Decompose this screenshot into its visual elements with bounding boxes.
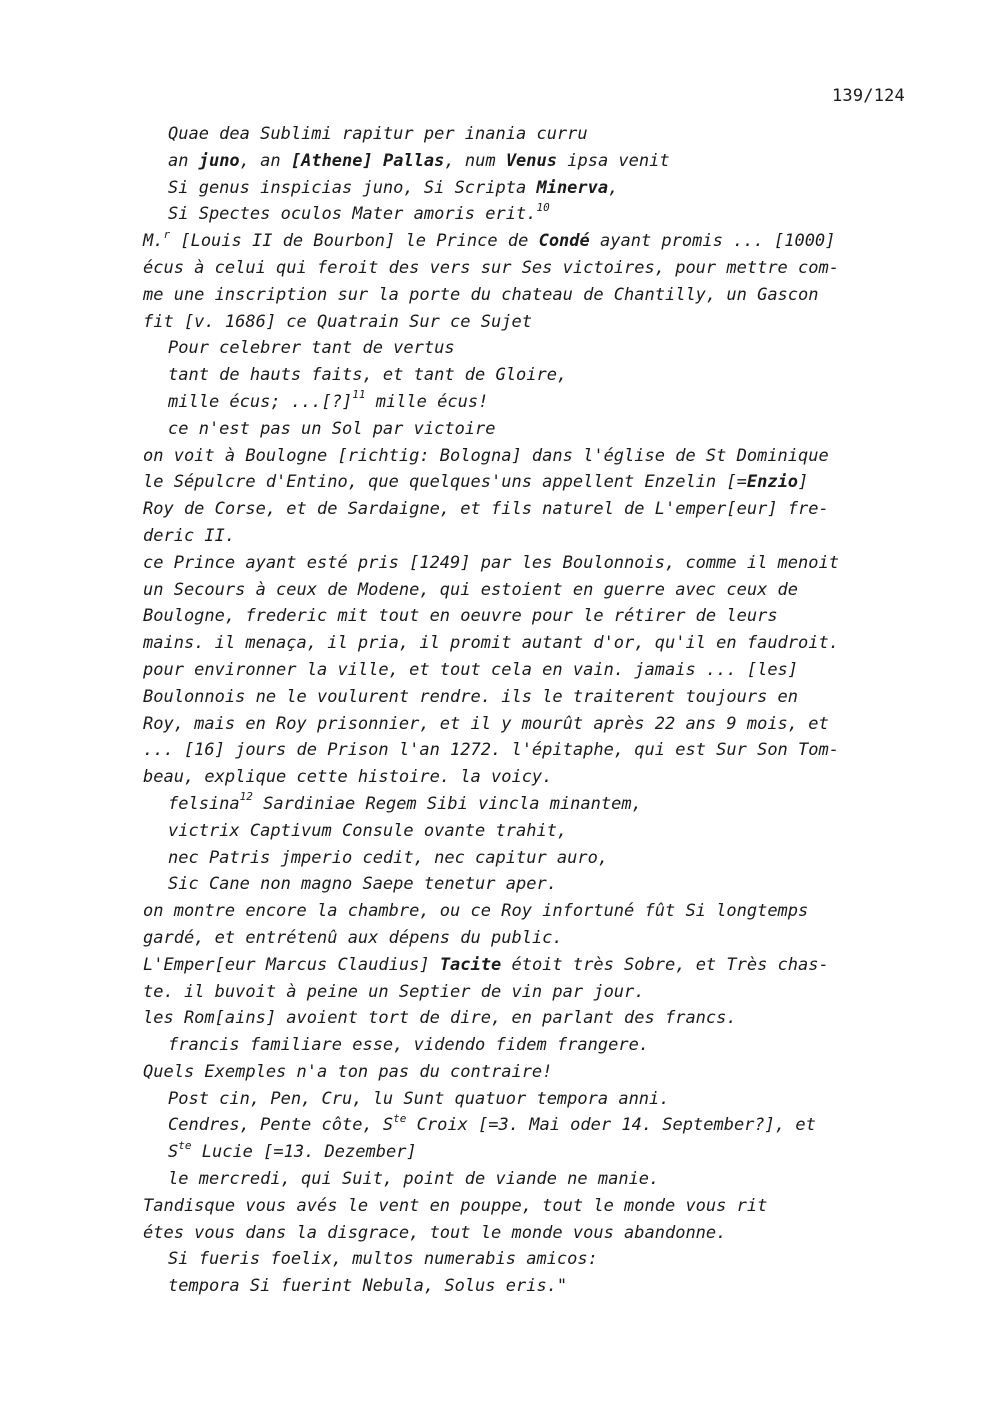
text-segment: ipsa venit	[557, 150, 670, 171]
text-segment: Lucie [=13. Dezember]	[191, 1142, 417, 1163]
prose-line	[143, 255, 913, 282]
prose-line	[143, 979, 913, 1006]
verse-line	[143, 1139, 913, 1166]
text-segment: beau, explique cette histoire. la voicy.	[143, 767, 553, 788]
text-segment: [Louis II de Bourbon] le Prince de	[170, 231, 539, 252]
prose-line	[143, 898, 913, 925]
prose-line	[143, 764, 913, 791]
text-segment: me une inscription sur la porte du chateau de Chantilly, un Gascon	[143, 284, 819, 305]
footnote-marker: 12	[239, 790, 253, 804]
prose-line	[143, 952, 913, 979]
manuscript-transcription	[143, 121, 913, 1300]
text-segment: Cendres, Pente côte, S	[168, 1115, 394, 1136]
footnote-marker: 10	[536, 200, 550, 214]
prose-line	[143, 603, 913, 630]
text-segment: pour environner la ville, et tout cela en vain. jamais ... [les]	[143, 659, 799, 680]
text-segment: mille écus!	[365, 391, 489, 412]
text-segment: victrix Captivum Consule ovante trahit,	[168, 820, 568, 841]
verse-line	[143, 1166, 913, 1193]
text-segment: étoit très Sobre, et Très chas-	[501, 954, 829, 975]
text-segment: felsina	[168, 793, 240, 814]
emphasized-name: [Athene] Pallas	[290, 150, 445, 171]
text-segment: on voit à Boulogne [richtig: Bologna] dans l'église de St Dominique	[143, 445, 829, 466]
text-segment: , an	[239, 150, 291, 171]
emphasized-name: Condé	[538, 231, 590, 252]
verse-line	[143, 389, 913, 416]
text-segment: Croix [=3. Mai oder 14. September?], et	[406, 1115, 816, 1136]
footnote-marker: 11	[352, 388, 366, 402]
text-segment: écus à celui qui feroit des vers sur Ses victoires, pour mettre com-	[143, 257, 839, 278]
text-segment: Pour celebrer tant de vertus	[168, 338, 455, 359]
text-segment: ce Prince ayant esté pris [1249] par les Boulonnois, comme il menoit	[143, 552, 839, 573]
text-segment: mille écus; ...[?]	[168, 391, 353, 412]
text-segment: nec Patris jmperio cedit, nec capitur auro,	[168, 847, 609, 868]
text-segment: francis familiare esse, videndo fidem frangere.	[168, 1035, 650, 1056]
prose-line	[143, 309, 913, 336]
verse-line	[143, 1086, 913, 1113]
text-segment: ,	[608, 177, 619, 198]
footnote-marker: te	[393, 1111, 407, 1125]
text-segment: étes vous dans la disgrace, tout le monde vous abandonne.	[143, 1222, 727, 1243]
emphasized-name: Tacite	[439, 954, 502, 975]
prose-line	[143, 282, 913, 309]
text-segment: , num	[444, 150, 506, 171]
text-segment: le mercredi, qui Suit, point de viande ne manie.	[168, 1169, 660, 1190]
verse-line	[143, 871, 913, 898]
text-segment: te. il buvoit à peine un Septier de vin par jour.	[143, 981, 645, 1002]
text-segment: Post cin, Pen, Cru, lu Sunt quatuor tempora anni.	[168, 1088, 670, 1109]
prose-line	[143, 711, 913, 738]
text-segment: le Sépulcre d'Entino, que quelques'uns appellent Enzelin [=	[143, 472, 747, 493]
verse-line	[143, 1246, 913, 1273]
verse-line	[143, 791, 913, 818]
prose-line	[143, 577, 913, 604]
text-segment: tant de hauts faits, et tant de Gloire,	[168, 365, 568, 386]
text-segment: M.	[143, 231, 164, 252]
prose-line	[143, 550, 913, 577]
emphasized-name: Minerva	[536, 177, 609, 198]
text-segment: Roy de Corse, et de Sardaigne, et fils naturel de L'emper[eur] fre-	[143, 499, 829, 520]
text-segment: ... [16] jours de Prison l'an 1272. l'épitaphe, qui est Sur Son Tom-	[143, 740, 839, 761]
prose-line	[143, 1193, 913, 1220]
page-number: 139/124	[831, 86, 905, 106]
prose-line	[143, 469, 913, 496]
text-segment: Sardiniae Regem Sibi vincla minantem,	[252, 793, 642, 814]
text-segment: ayant promis ... [1000]	[589, 231, 836, 252]
text-segment: Boulonnois ne le voulurent rendre. ils le traiterent toujours en	[143, 686, 799, 707]
text-segment: L'Emper[eur Marcus Claudius]	[143, 954, 440, 975]
prose-line	[143, 737, 913, 764]
prose-line	[143, 1059, 913, 1086]
text-segment: an	[168, 150, 199, 171]
verse-line	[143, 175, 913, 202]
prose-line	[143, 443, 913, 470]
text-segment: ]	[798, 472, 809, 493]
verse-line	[143, 1112, 913, 1139]
text-segment: Si Spectes oculos Mater amoris erit.	[168, 204, 537, 225]
verse-line	[143, 1032, 913, 1059]
prose-line	[143, 925, 913, 952]
text-segment: Boulogne, frederic mit tout en oeuvre pour le rétirer de leurs	[143, 606, 778, 627]
text-segment: ce n'est pas un Sol par victoire	[168, 418, 496, 439]
text-segment: Roy, mais en Roy prisonnier, et il y mourût après 22 ans 9 mois, et	[143, 713, 829, 734]
prose-line	[143, 496, 913, 523]
prose-line	[143, 684, 913, 711]
prose-line	[143, 630, 913, 657]
text-segment: Quels Exemples n'a ton pas du contraire!	[143, 1061, 553, 1082]
verse-line	[143, 362, 913, 389]
text-segment: mains. il menaça, il pria, il promit autant d'or, qu'il en faudroit.	[143, 633, 839, 654]
prose-line	[143, 228, 913, 255]
verse-line	[143, 1273, 913, 1300]
verse-line	[143, 121, 913, 148]
verse-line	[143, 148, 913, 175]
emphasized-name: juno	[198, 150, 240, 171]
text-segment: fit [v. 1686] ce Quatrain Sur ce Sujet	[143, 311, 532, 332]
text-segment: tempora Si fuerint Nebula, Solus eris."	[168, 1276, 568, 1297]
emphasized-name: Enzio	[746, 472, 799, 493]
text-segment: Si fueris foelix, multos numerabis amicos:	[168, 1249, 598, 1270]
prose-line	[143, 657, 913, 684]
verse-line	[143, 201, 913, 228]
text-segment: Quae dea Sublimi rapitur per inania curru	[168, 124, 588, 144]
text-segment: on montre encore la chambre, ou ce Roy infortuné fût Si longtemps	[143, 901, 809, 922]
footnote-marker: r	[163, 227, 171, 241]
text-segment: gardé, et entrétenû aux dépens du public.	[143, 927, 563, 948]
emphasized-name: Venus	[505, 150, 557, 171]
footnote-marker: te	[178, 1138, 192, 1152]
verse-line	[143, 416, 913, 443]
prose-line	[143, 1220, 913, 1247]
text-segment: deric II.	[143, 525, 236, 546]
text-segment: Si genus inspicias juno, Si Scripta	[168, 177, 537, 198]
verse-line	[143, 845, 913, 872]
text-segment: les Rom[ains] avoient tort de dire, en parlant des francs.	[143, 1008, 737, 1029]
text-segment: S	[168, 1142, 179, 1163]
verse-line	[143, 818, 913, 845]
prose-line	[143, 1005, 913, 1032]
text-segment: un Secours à ceux de Modene, qui estoient en guerre avec ceux de	[143, 579, 799, 600]
text-segment: Sic Cane non magno Saepe tenetur aper.	[168, 874, 557, 895]
verse-line	[143, 335, 913, 362]
prose-line	[143, 523, 913, 550]
text-segment: Tandisque vous avés le vent en pouppe, tout le monde vous rit	[143, 1195, 768, 1216]
